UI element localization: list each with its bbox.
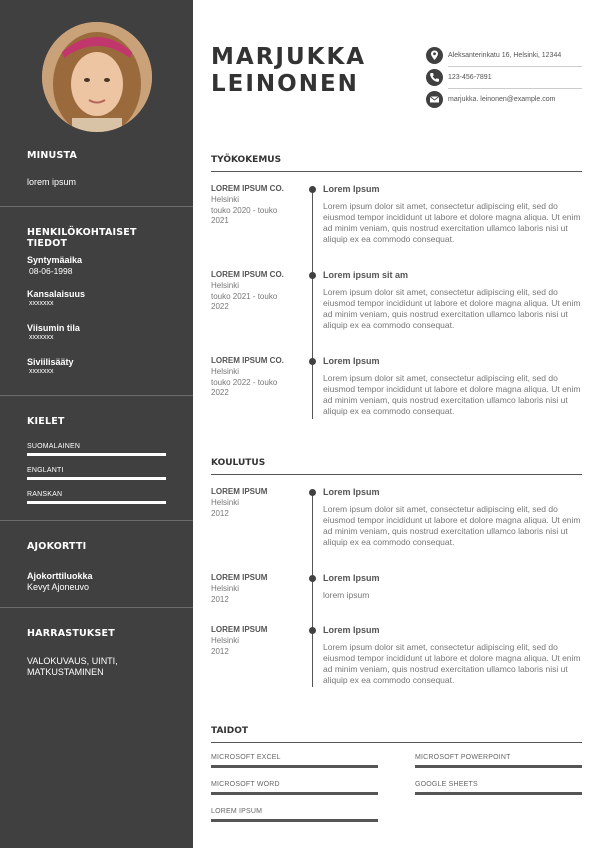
timeline-dot <box>309 489 316 496</box>
entry-date: touko 2020 - touko <box>211 205 278 215</box>
personal-value: xxxxxxx <box>29 368 54 375</box>
skill-label: MICROSOFT EXCEL <box>211 754 281 761</box>
skills-title: TAIDOT <box>211 726 249 736</box>
hobbies-line: MATKUSTAMINEN <box>27 667 104 677</box>
entry-city: Helsinki <box>211 367 240 376</box>
license-label: Ajokorttiluokka <box>27 571 93 581</box>
languages-title: KIELET <box>27 416 65 427</box>
personal-value: 08-06-1998 <box>29 266 73 276</box>
phone-text: 123-456-7891 <box>448 74 492 81</box>
entry-title: Lorem Ipsum <box>323 184 380 194</box>
language-item <box>27 467 166 480</box>
entry-year: 2012 <box>211 594 229 604</box>
skill-item <box>211 781 378 795</box>
sidebar-divider <box>0 607 193 608</box>
sidebar-divider <box>0 520 193 521</box>
entry-org: LOREM IPSUM <box>211 573 268 582</box>
entry-date: 2021 <box>211 216 229 225</box>
about-title: MINUSTA <box>27 150 77 161</box>
personal-item <box>27 323 80 341</box>
timeline-line <box>312 187 313 419</box>
skill-item <box>415 754 582 768</box>
email-text: marjukka. leinonen@example.com <box>448 96 556 103</box>
person-name <box>211 44 366 98</box>
section-rule <box>211 474 582 475</box>
personal-value: xxxxxxx <box>29 334 54 341</box>
hobbies-title: HARRASTUKSET <box>27 628 115 639</box>
timeline-dot <box>309 575 316 582</box>
language-label: SUOMALAINEN <box>27 443 81 450</box>
entry-description: lorem ipsum <box>323 590 370 600</box>
entry-year: 2012 <box>211 508 229 518</box>
sidebar <box>0 0 193 848</box>
entry-description: Lorem ipsum dolor sit amet, consectetur adipiscing elit, sed do eiusmod tempor incididunt ut labore et dolore magna aliqua. Ut enim ad minim veniam, quis nostrud exercitation ullamco laboris nisi ut aliquip ex ea commodo consequat. <box>323 287 581 330</box>
personal-label: Syntymäaika <box>27 255 83 265</box>
phone-icon <box>426 69 443 86</box>
skill-label: LOREM IPSUM <box>211 808 263 815</box>
license-title: AJOKORTTI <box>27 541 87 552</box>
entry-description: Lorem ipsum dolor sit amet, consectetur adipiscing elit, sed do eiusmod tempor incididunt ut labore et dolore magna aliqua. Ut enim ad minim veniam, quis nostrud exercitation ullamco laboris nisi ut aliquip ex ea commodo consequat. <box>323 504 581 547</box>
entry-title: Lorem Ipsum <box>323 356 380 366</box>
entry-date: 2022 <box>211 302 229 311</box>
timeline-dot <box>309 627 316 634</box>
skill-item <box>211 808 378 822</box>
skill-level-bar <box>211 765 378 768</box>
personal-item <box>27 289 85 307</box>
entry-org: LOREM IPSUM CO. <box>211 270 284 279</box>
section-rule <box>211 171 582 172</box>
entry-org: LOREM IPSUM <box>211 625 268 634</box>
language-item <box>27 443 166 456</box>
entry-title: Lorem Ipsum <box>323 487 380 497</box>
entry-org: LOREM IPSUM CO. <box>211 184 284 193</box>
skill-label: GOOGLE SHEETS <box>415 781 478 788</box>
skill-level-bar <box>415 765 582 768</box>
personal-value: xxxxxxx <box>29 300 54 307</box>
entry-title: Lorem Ipsum <box>323 573 380 583</box>
languages-section <box>27 416 177 498</box>
personal-item <box>27 357 74 375</box>
personal-item <box>27 255 82 276</box>
timeline-dot <box>309 358 316 365</box>
entry-year: 2012 <box>211 646 229 656</box>
timeline-dot <box>309 272 316 279</box>
skill-label: MICROSOFT WORD <box>211 781 280 788</box>
language-level-bar <box>27 477 166 480</box>
personal-label: Viisumin tila <box>27 323 80 333</box>
skill-level-bar <box>415 792 582 795</box>
hobbies-section <box>27 628 177 677</box>
entry-org: LOREM IPSUM <box>211 487 268 496</box>
location-pin-icon <box>426 47 443 64</box>
timeline-line <box>312 490 313 687</box>
entry-description: Lorem ipsum dolor sit amet, consectetur adipiscing elit, sed do eiusmod tempor incididunt ut labore et dolore magna aliqua. Ut enim ad minim veniam, quis nostrud exercitation ullamco laboris nisi ut aliquip ex ea commodo consequat. <box>323 642 581 685</box>
language-label: RANSKAN <box>27 491 63 498</box>
language-item <box>27 491 166 504</box>
experience-title: TYÖKOKEMUS <box>211 155 282 165</box>
entry-date: 2022 <box>211 388 229 397</box>
skill-item <box>211 754 378 768</box>
entry-city: Helsinki <box>211 636 240 645</box>
about-section <box>27 150 177 187</box>
skill-item <box>415 781 582 795</box>
entry-date: touko 2022 - touko <box>211 377 278 387</box>
entry-city: Helsinki <box>211 195 240 204</box>
sidebar-divider <box>0 206 193 207</box>
personal-label: Kansalaisuus <box>27 289 86 299</box>
personal-label: Siviilisääty <box>27 357 74 367</box>
contact-divider <box>448 66 582 67</box>
language-level-bar <box>27 453 166 456</box>
entry-city: Helsinki <box>211 281 240 290</box>
hobbies-line: VALOKUVAUS, UINTI, <box>27 656 118 666</box>
language-label: ENGLANTI <box>27 467 64 474</box>
license-value: Kevyt Ajoneuvo <box>27 582 90 592</box>
education-title: KOULUTUS <box>211 458 266 468</box>
entry-org: LOREM IPSUM CO. <box>211 356 284 365</box>
entry-description: Lorem ipsum dolor sit amet, consectetur adipiscing elit, sed do eiusmod tempor incididunt ut labore et dolore magna aliqua. Ut enim ad minim veniam, quis nostrud exercitation ullamco laboris nisi ut aliquip ex ea commodo consequat. <box>323 373 581 416</box>
entry-date: touko 2021 - touko <box>211 291 278 301</box>
license-section <box>27 541 177 592</box>
personal-section <box>27 227 177 375</box>
last-name: LEINONEN <box>211 71 359 97</box>
entry-title: Lorem Ipsum <box>323 625 380 635</box>
entry-description: Lorem ipsum dolor sit amet, consectetur adipiscing elit, sed do eiusmod tempor incididunt ut labore et dolore magna aliqua. Ut enim ad minim veniam, quis nostrud exercitation ullamco laboris nisi ut aliquip ex ea commodo consequat. <box>323 201 581 244</box>
profile-photo <box>42 22 152 132</box>
entry-title: Lorem ipsum sit am <box>323 270 409 280</box>
entry-city: Helsinki <box>211 498 240 507</box>
contact-divider <box>448 88 582 89</box>
language-level-bar <box>27 501 166 504</box>
address-text: Aleksanterinkatu 16, Helsinki, 12344 <box>448 52 562 59</box>
about-text: lorem ipsum <box>27 177 77 187</box>
section-rule <box>211 742 582 743</box>
entry-city: Helsinki <box>211 584 240 593</box>
timeline-dot <box>309 186 316 193</box>
skill-label: MICROSOFT POWERPOINT <box>415 754 511 761</box>
skill-level-bar <box>211 792 378 795</box>
sidebar-divider <box>0 395 193 396</box>
personal-title: HENKILÖKOHTAISET TIEDOT <box>27 227 137 249</box>
skill-level-bar <box>211 819 378 822</box>
envelope-icon <box>426 91 443 108</box>
first-name: MARJUKKA <box>211 44 367 70</box>
